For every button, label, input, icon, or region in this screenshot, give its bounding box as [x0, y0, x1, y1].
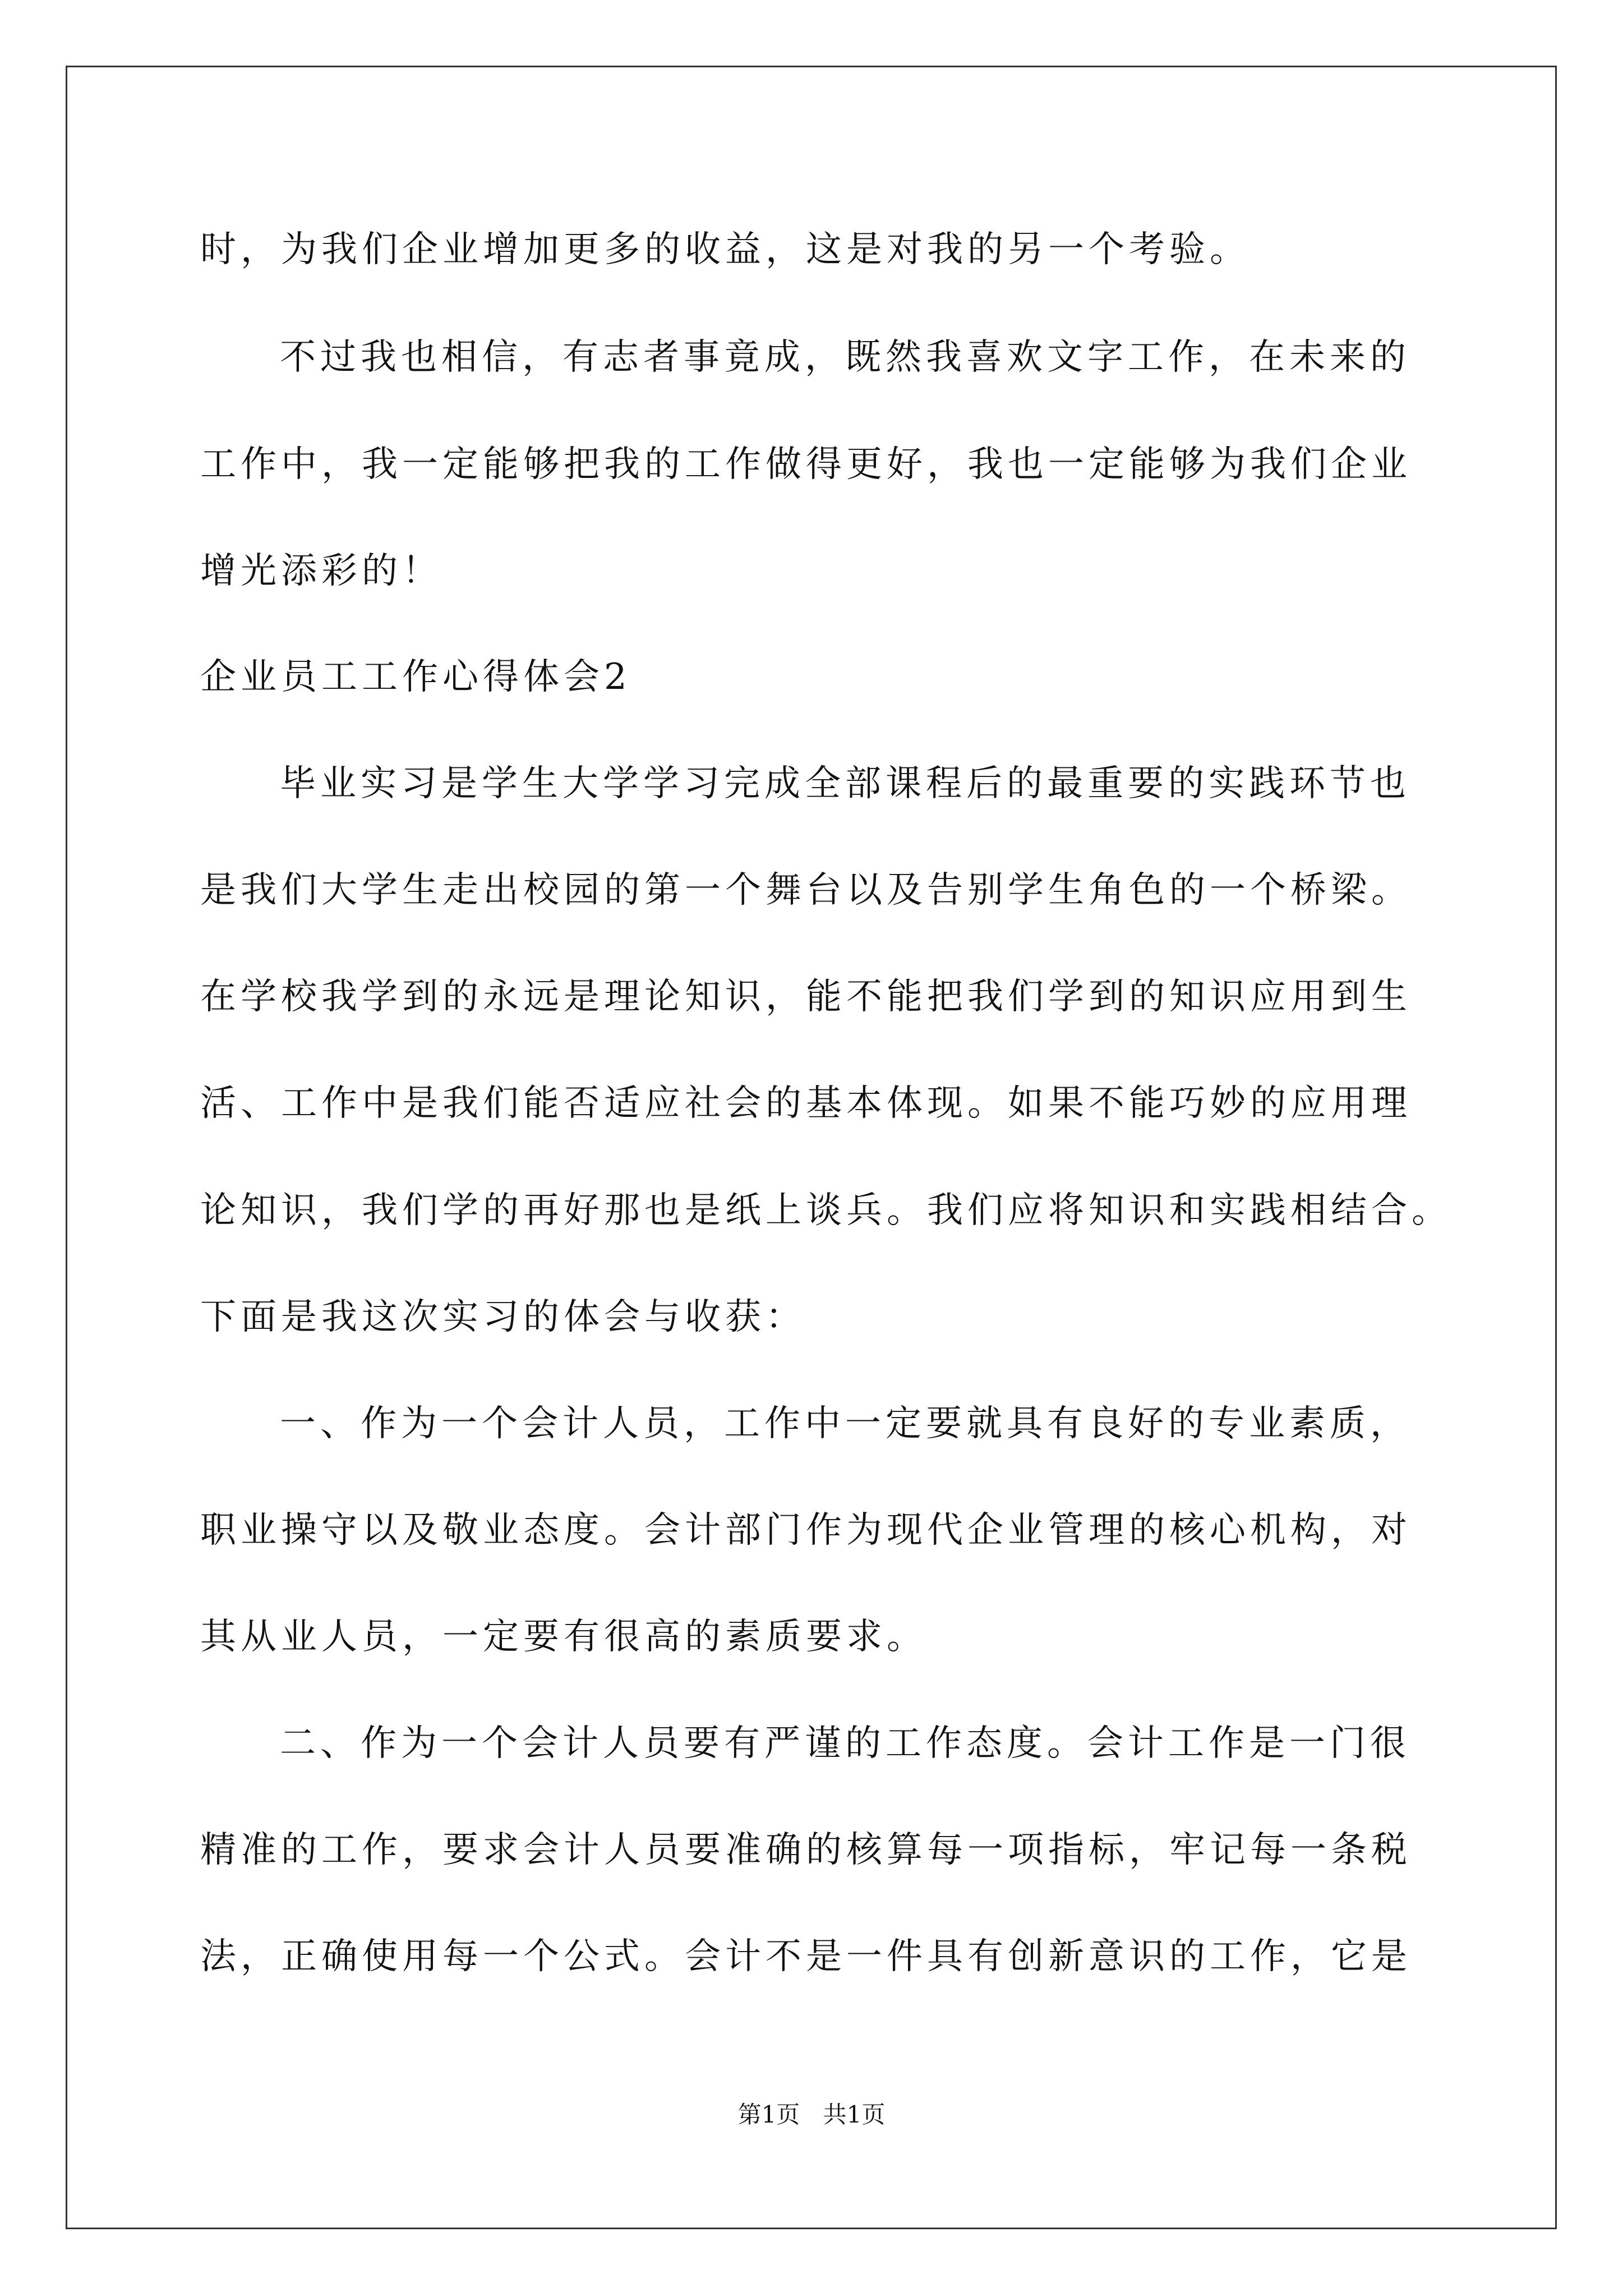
- text-line: 时，为我们企业增加更多的收益，这是对我的另一个考验。: [200, 229, 1250, 270]
- page-footer: [0, 2099, 1623, 2131]
- text-line: 下面是我这次实习的体会与收获：: [200, 1296, 806, 1338]
- text-line: 精准的工作，要求会计人员要准确的核算每一项指标，牢记每一条税: [200, 1829, 1412, 1871]
- text-line: 一、作为一个会计人员，工作中一定要就具有良好的专业素质，: [280, 1403, 1410, 1444]
- text-line: 增光添彩的！: [200, 550, 442, 592]
- text-line: 二、作为一个会计人员要有严谨的工作态度。会计工作是一门很: [280, 1723, 1410, 1764]
- text-line: 毕业实习是学生大学学习完成全部课程后的最重要的实践环节也: [280, 763, 1410, 804]
- page-number: 第1页: [737, 2101, 800, 2128]
- text-line: 不过我也相信，有志者事竟成，既然我喜欢文字工作，在未来的: [280, 337, 1410, 378]
- page-frame: [66, 66, 1557, 2229]
- text-line: 论知识，我们学的再好那也是纸上谈兵。我们应将知识和实践相结合。: [200, 1190, 1452, 1231]
- page-total: 共1页: [823, 2101, 886, 2128]
- text-line: 法，正确使用每一个公式。会计不是一件具有创新意识的工作，它是: [200, 1936, 1412, 1977]
- text-line: 其从业人员，一定要有很高的素质要求。: [200, 1616, 927, 1658]
- text-line: 活、工作中是我们能否适应社会的基本体现。如果不能巧妙的应用理: [200, 1083, 1412, 1124]
- section-heading: 企业员工工作心得体会2: [200, 656, 631, 698]
- text-line: 是我们大学生走出校园的第一个舞台以及告别学生角色的一个桥梁。: [200, 869, 1412, 911]
- text-line: 工作中，我一定能够把我的工作做得更好，我也一定能够为我们企业: [200, 444, 1412, 485]
- text-line: 在学校我学到的永远是理论知识，能不能把我们学到的知识应用到生: [200, 976, 1412, 1018]
- text-line: 职业操守以及敬业态度。会计部门作为现代企业管理的核心机构，对: [200, 1510, 1412, 1551]
